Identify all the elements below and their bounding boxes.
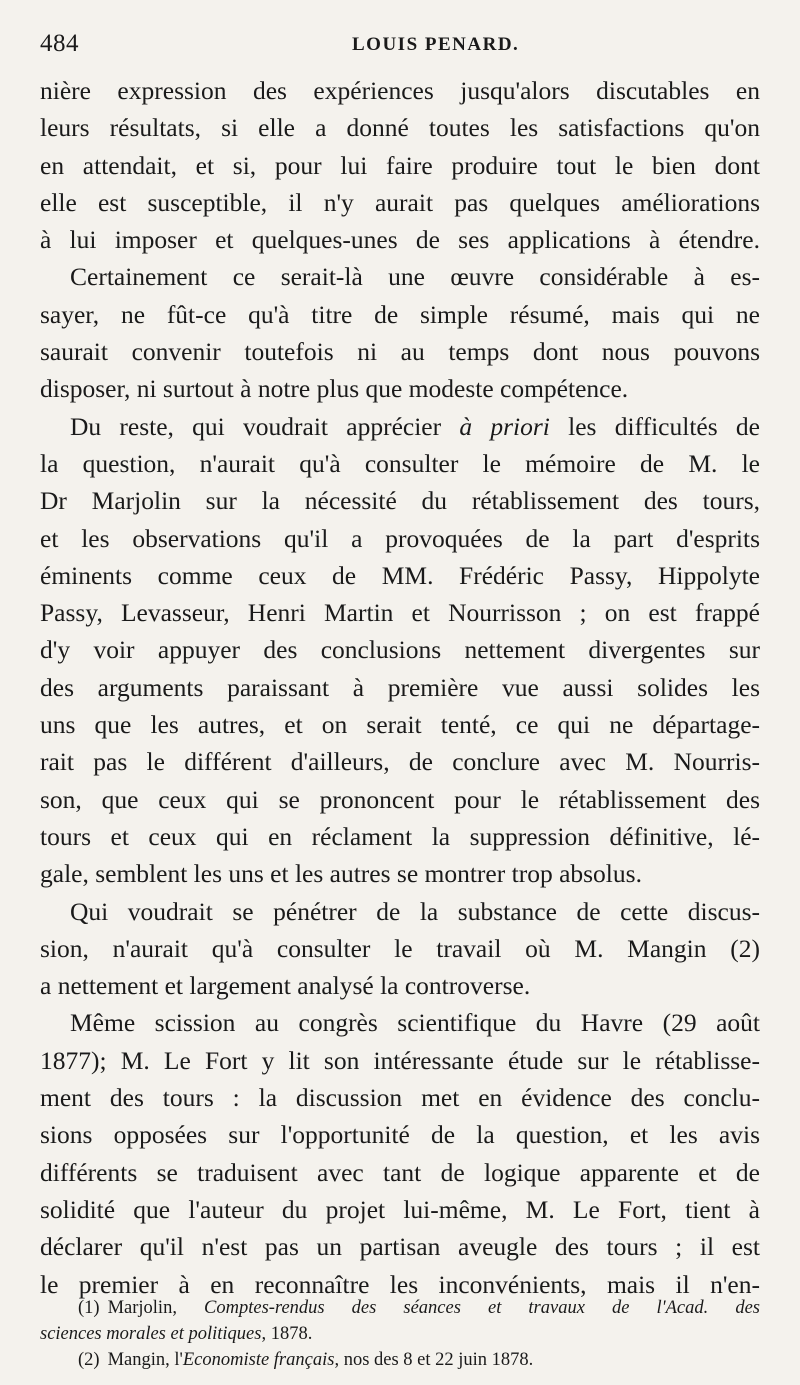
running-title: LOUIS PENARD. xyxy=(352,34,520,55)
text-line: et les observations qu'il a provoquées de la part d'esprits xyxy=(40,523,760,553)
page-number: 484 xyxy=(40,30,79,57)
text-line: Même scission au congrès scientifique du Havre (29 août xyxy=(70,1008,760,1038)
text-line: Passy, Levasseur, Henri Martin et Nourrisson ; on est frappé xyxy=(40,598,760,628)
italic-text: sciences morales et politiques xyxy=(40,1324,262,1344)
text-line: le premier à en reconnaître les inconvénients, mais il n'en- xyxy=(40,1269,760,1299)
text-line: Certainement ce serait-là une œuvre considérable à es- xyxy=(70,262,760,292)
text-line: éminents comme ceux de MM. Frédéric Passy, Hippolyte xyxy=(40,560,760,590)
footnote-line xyxy=(40,1321,760,1347)
text-segment: , nos des 8 et 22 juin 1878. xyxy=(334,1350,534,1370)
text-line: 1877); M. Le Fort y lit son intéressante étude sur le rétablisse- xyxy=(40,1045,760,1075)
text-line: ment des tours : la discussion met en évidence des conclu- xyxy=(40,1083,760,1113)
body-text xyxy=(40,72,760,1303)
text-line: uns que les autres, et on serait tenté, ce qui ne départage- xyxy=(40,710,760,740)
footnotes xyxy=(40,1295,760,1373)
italic-text: à priori xyxy=(459,411,550,441)
italic-text: Economiste français xyxy=(182,1350,335,1370)
footnote-line xyxy=(40,1347,760,1373)
italic-text: Comptes-rendus des séances et travaux de l'Acad. des xyxy=(204,1298,760,1318)
text-line: disposer, ni surtout à notre plus que modeste compétence. xyxy=(40,374,629,404)
text-line: sion, n'aurait qu'à consulter le travail où M. Mangin (2) xyxy=(40,933,760,963)
text-line: déclarer qu'il n'est pas un partisan aveugle des tours ; il est xyxy=(40,1232,760,1262)
text-line: nière expression des expériences jusqu'alors discutables en xyxy=(40,76,760,105)
page-header xyxy=(40,30,760,66)
text-line: en attendait, et si, pour lui faire produire tout le bien dont xyxy=(40,150,760,180)
text-segment: Du reste, qui voudrait apprécier xyxy=(70,411,460,441)
text-line: différents se traduisent avec tant de logique apparente et de xyxy=(40,1157,760,1187)
text-line: Dr Marjolin sur la nécessité du rétablissement des tours, xyxy=(40,486,760,516)
footnote-line xyxy=(40,1295,760,1321)
text-line: sayer, ne fût-ce qu'à titre de simple résumé, mais qui ne xyxy=(40,299,760,329)
footnote-number: (1) xyxy=(78,1298,100,1318)
text-line: solidité que l'auteur du projet lui-même, M. Le Fort, tient à xyxy=(40,1194,760,1224)
text-line: sions opposées sur l'opportunité de la question, et les avis xyxy=(40,1120,760,1150)
text-line: leurs résultats, si elle a donné toutes les satisfactions qu'on xyxy=(40,113,760,143)
text-line: Qui voudrait se pénétrer de la substance de cette discus- xyxy=(70,896,760,926)
text-line: rait pas le différent d'ailleurs, de conclure avec M. Nourris- xyxy=(40,747,760,777)
text-line: elle est susceptible, il n'y aurait pas quelques améliorations xyxy=(40,187,760,217)
text-line: tours et ceux qui en réclament la suppression définitive, lé- xyxy=(40,821,760,851)
text-segment: les difficultés de xyxy=(549,411,760,441)
text-line: d'y voir appuyer des conclusions nettement divergentes sur xyxy=(40,635,760,665)
text-segment: Marjolin, xyxy=(107,1298,205,1318)
text-line: saurait convenir toutefois ni au temps dont nous pouvons xyxy=(40,337,760,367)
text-line: son, que ceux qui se prononcent pour le rétablissement des xyxy=(40,784,760,814)
footnote-number: (2) xyxy=(78,1350,100,1370)
text-line xyxy=(40,408,760,445)
text-line: à lui imposer et quelques-unes de ses applications à étendre. xyxy=(40,225,760,255)
text-segment: Mangin, l' xyxy=(107,1350,183,1370)
text-segment: , 1878. xyxy=(261,1324,313,1344)
text-line: la question, n'aurait qu'à consulter le mémoire de M. le xyxy=(40,448,760,478)
text-line: des arguments paraissant à première vue aussi solides les xyxy=(40,672,760,702)
text-line: a nettement et largement analysé la controverse. xyxy=(40,971,531,1001)
text-line: gale, semblent les uns et les autres se montrer trop absolus. xyxy=(40,859,642,889)
